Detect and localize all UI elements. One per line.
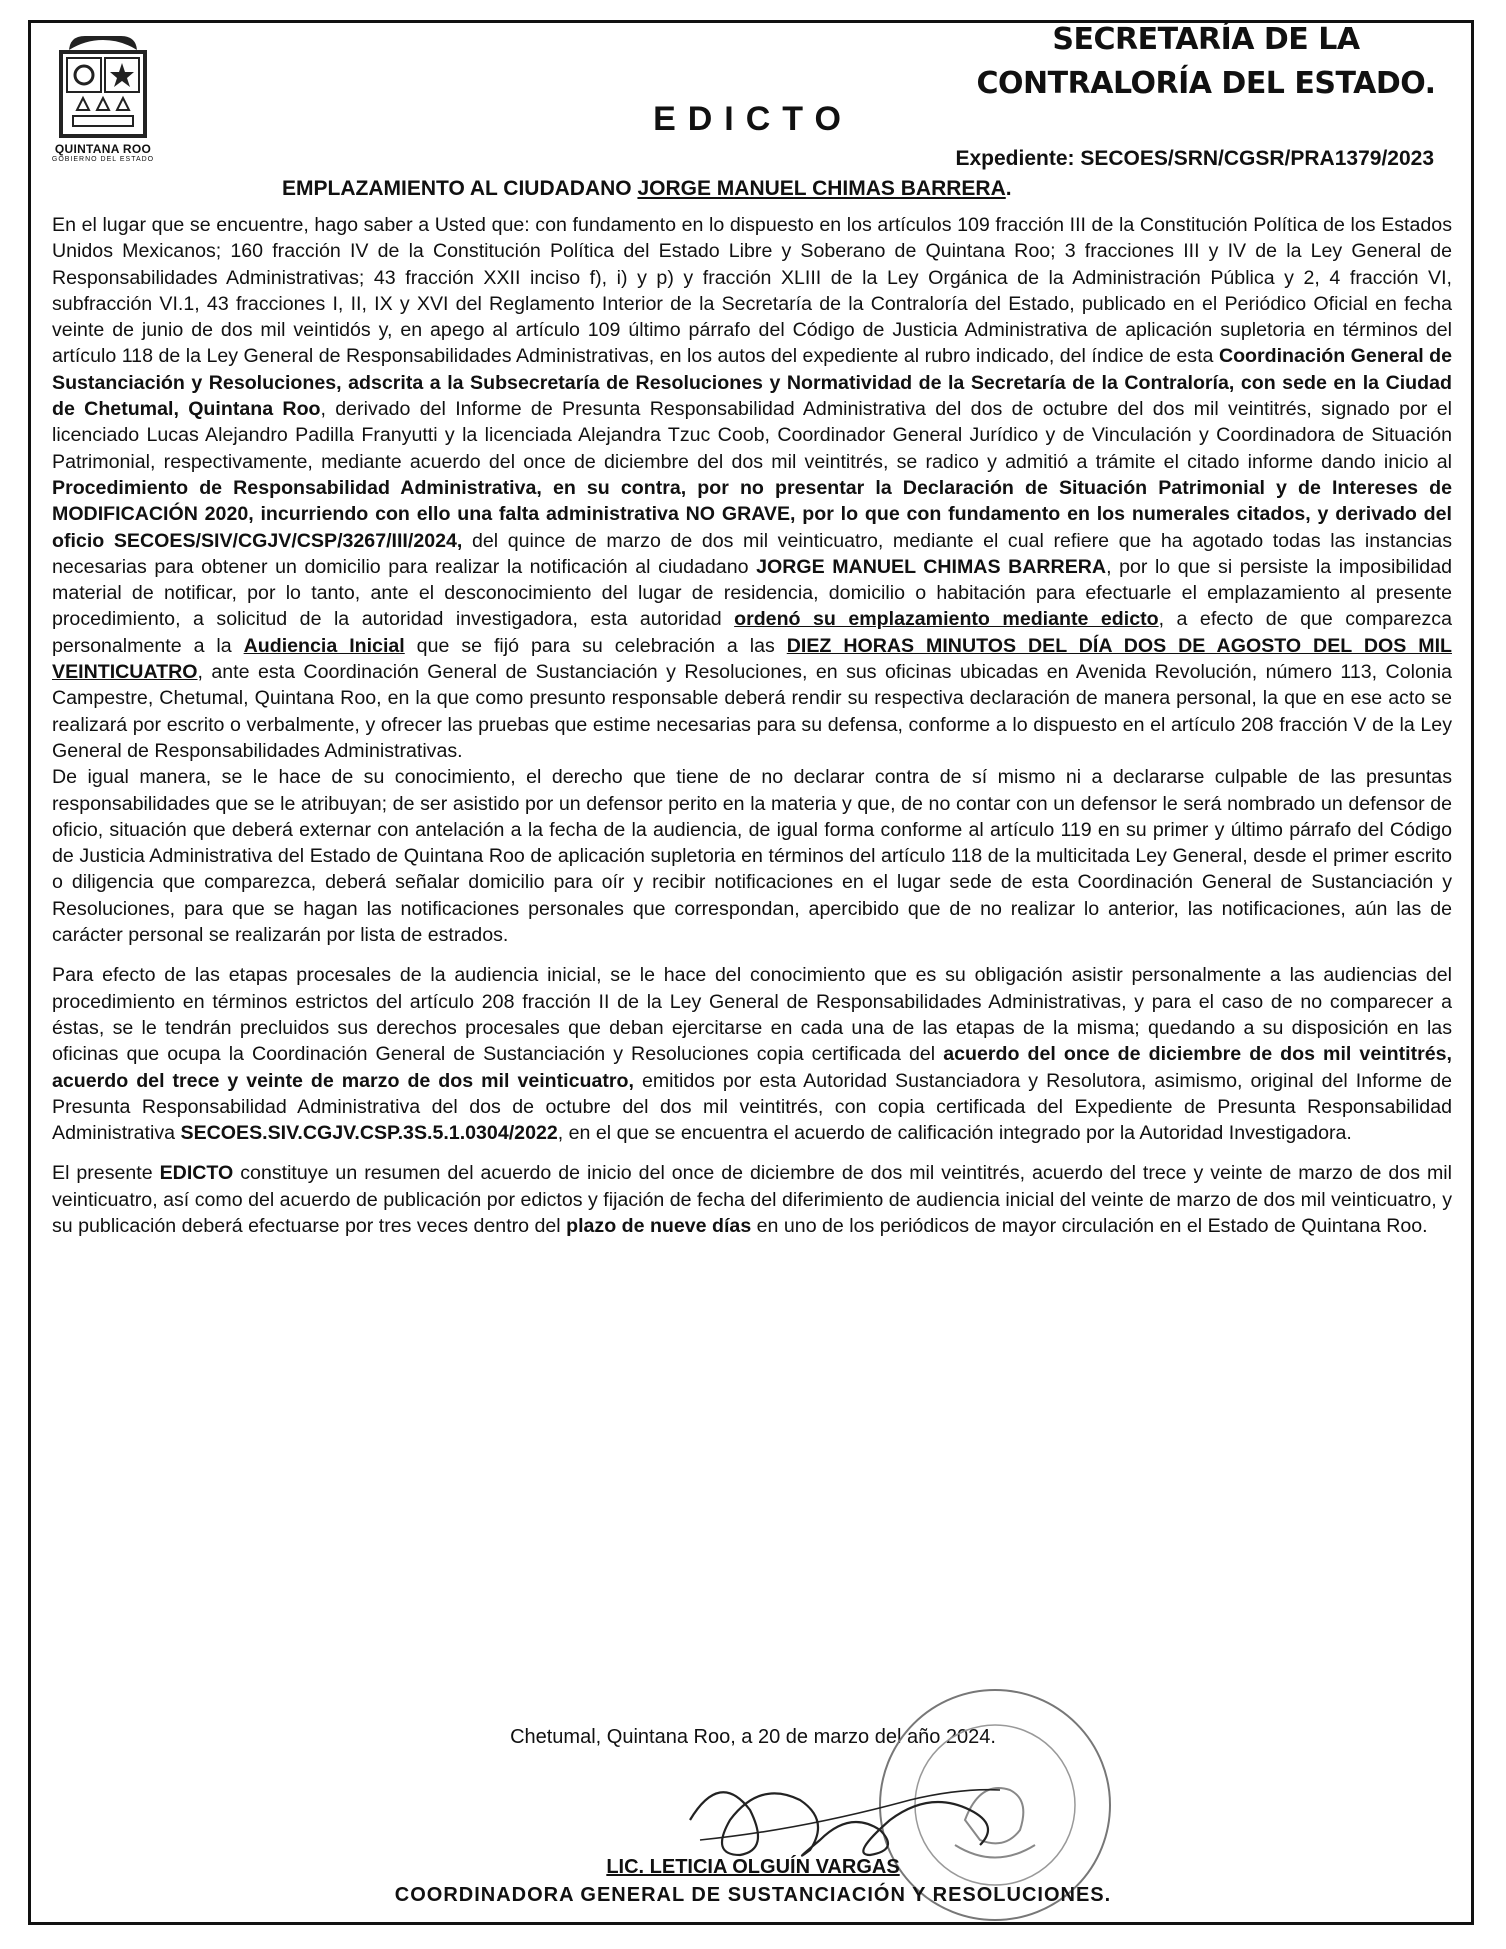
logo-name: QUINTANA ROO (54, 142, 152, 156)
p1-text-5: , a efecto de que comparezca personalmente a la (52, 608, 1452, 657)
paragraph-4 (52, 1160, 1452, 1239)
department-line-2: CONTRALORÍA DEL ESTADO. (976, 66, 1436, 101)
emplazamiento-name: JORGE MANUEL CHIMAS BARRERA (637, 177, 1006, 200)
emplazamiento-prefix: EMPLAZAMIENTO AL CIUDADANO (282, 177, 638, 200)
p1-text-6: que se fijó para su celebración a las (404, 634, 787, 657)
emplazamiento-heading (282, 177, 1012, 201)
paragraph-1 (52, 212, 1452, 764)
document-body (52, 212, 1452, 1239)
p1-bold-1: Coordinación General de Sustanciación y Resoluciones, adscrita a la Subsecretaría de Resoluciones y Normatividad de la Secretaría de la Contraloría, con sede en la Ciudad de Chetumal, Quintana Roo (52, 345, 1452, 421)
p4-bold-2: plazo de nueve días (566, 1214, 752, 1237)
logo-subtitle: GOBIERNO DEL ESTADO (51, 156, 155, 163)
document-title: EDICTO (653, 100, 853, 138)
signer-name-text: LIC. LETICIA OLGUÍN VARGAS (606, 1856, 900, 1878)
p3-text-3: , en el que se encuentra el acuerdo de calificación integrado por la Autoridad Investigadora. (557, 1122, 1352, 1145)
p2-text-1: De igual manera, se le hace de su conocimiento, el derecho que tiene de no declarar contra de sí mismo ni a declararse culpable de las presuntas responsabilidades que se le atribuyan; de ser asistido por un defensor perito en la materia y que, de no contar con un defensor le será nombrado un defensor de oficio, situación que deberá externar con antelación a la fecha de la audiencia, de igual forma conforme al artículo 119 en su primer y último párrafo del Código de Justicia Administrativa del Estado de Quintana Roo de aplicación supletoria en términos del artículo 118 de la multicitada Ley General, desde el primer escrito o diligencia que comparezca, deberá señalar domicilio para oír y recibir notificaciones en el lugar sede de esta Coordinación General de Sustanciación y Resoluciones, para que se hagan las notificaciones personales que correspondan, apercibido que de no realizar lo anterior, las notificaciones, aún las de carácter personal se realizarán por lista de estrados. (52, 766, 1452, 947)
signer-name (0, 1856, 1506, 1879)
signer-title: COORDINADORA GENERAL DE SUSTANCIACIÓN Y RESOLUCIONES. (394, 1884, 1112, 1906)
p1-text-2: , derivado del Informe de Presunta Responsabilidad Administrativa del dos de octubre del dos mil veintitrés, signado por el licenciado Lucas Alejandro Padilla Franyutti y la licenciada Alejandra Tzuc Coob, Coordinador General Jurídico y de Vinculación y Coordinadora de Situación Patrimonial, respectivamente, mediante acuerdo del once de diciembre del dos mil veintitrés, se radico y admitió a trámite el citado informe dando inicio al (52, 398, 1452, 473)
paragraph-3 (52, 962, 1452, 1146)
p1-bold-3: JORGE MANUEL CHIMAS BARRERA (756, 555, 1107, 578)
department-line-1: SECRETARÍA DE LA (1052, 22, 1360, 57)
p3-text-1: Para efecto de las etapas procesales de la audiencia inicial, se le hace del conocimiento que es su obligación asistir personalmente a las audiencias del procedimiento en términos estrictos del artículo 208 fracción II de la Ley General de Responsabilidades Administrativas, y para el caso de no comparecer a éstas, se le tendrán precluidos sus derechos procesales que deban ejercitarse en cada una de las etapas de la misma; quedando a su disposición en las oficinas que ocupa la Coordinación General de Sustanciación y Resoluciones copia certificada del (52, 964, 1452, 1066)
p3-bold-2: SECOES.SIV.CGJV.CSP.3S.5.1.0304/2022 (180, 1122, 558, 1145)
p4-text-1: El presente (52, 1162, 160, 1185)
paragraph-2 (52, 764, 1452, 948)
emplazamiento-suffix: . (1005, 177, 1012, 200)
place-and-date: Chetumal, Quintana Roo, a 20 de marzo del año 2024. (510, 1726, 996, 1748)
department-heading (966, 18, 1446, 106)
p4-text-2: constituye un resumen del acuerdo de inicio del once de diciembre de dos mil veintitrés, acuerdo del trece y veinte de marzo de dos mil veinticuatro, así como del acuerdo de publicación por edictos y fijación de fecha del diferimiento de audiencia inicial del veinte de marzo de dos mil veinticuatro, y su publicación deberá efectuarse por tres veces dentro del (52, 1162, 1452, 1237)
p1-bold-underline-2: Audiencia Inicial (243, 634, 405, 657)
p3-text-2: emitidos por esta Autoridad Sustanciadora y Resolutora, asimismo, original del Informe de Presunta Responsabilidad Administrativa del dos de octubre del dos mil veintitrés, con copia certificada del Expediente de Presunta Responsabilidad Administrativa (52, 1069, 1452, 1145)
p1-text-3: del quince de marzo de dos mil veinticuatro, mediante el cual refiere que ha agotado todas las instancias necesarias para obtener un domicilio para realizar la notificación al ciudadano (52, 529, 1453, 578)
p4-bold-1: EDICTO (159, 1162, 234, 1185)
p4-text-3: en uno de los periódicos de mayor circulación en el Estado de Quintana Roo. (751, 1214, 1428, 1237)
p1-bold-underline-3: DIEZ HORAS MINUTOS DEL DÍA DOS DE AGOSTO DEL DOS MIL VEINTICUATRO (52, 634, 1452, 684)
p1-bold-underline-1: ordenó su emplazamiento mediante edicto (734, 608, 1159, 631)
p1-text-1: En el lugar que se encuentre, hago saber a Usted que: con fundamento en lo dispuesto en los artículos 109 fracción III de la Constitución Política de los Estados Unidos Mexicanos; 160 fracción IV de la Constitución Política del Estado Libre y Soberano de Quintana Roo; 3 fracciones III y IV de la Ley General de Responsabilidades Administrativas; 43 fracción XXII inciso f), i) y p) y fracción XLIII de la Ley Orgánica de la Administración Pública y 2, 4 fracción VI, subfracción VI.1, 43 fracciones I, II, IX y XVI del Reglamento Interior de la Secretaría de la Contraloría del Estado, publicado en el Periódico Oficial en fecha veinte de junio de dos mil veintidós y, en apego al artículo 109 último párrafo del Código de Justicia Administrativa de aplicación supletoria en términos del artículo 118 de la Ley General de Responsabilidades Administrativas, en los autos del expediente al rubro indicado, del índice de esta (52, 214, 1452, 368)
p1-bold-2: Procedimiento de Responsabilidad Administrativa, en su contra, por no presentar la Declaración de Situación Patrimonial y de Intereses de MODIFICACIÓN 2020, incurriendo con ello una falta administrativa NO GRAVE, por lo que con fundamento en los numerales citados, y derivado del oficio SECOES/SIV/CGJV/CSP/3267/III/2024, (52, 476, 1452, 552)
expediente-number: Expediente: SECOES/SRN/CGSR/PRA1379/2023 (955, 147, 1434, 170)
handwritten-signature-icon (680, 1760, 1010, 1870)
p1-text-4: , por lo que si persiste la imposibilidad material de notificar, por lo tanto, ante el desconocimiento del lugar de residencia, domicilio o habitación para efectuarle el emplazamiento al presente procedimiento, a solicitud de la autoridad investigadora, esta autoridad (52, 555, 1452, 631)
p1-text-7: , ante esta Coordinación General de Sustanciación y Resoluciones, en sus oficinas ubicadas en Avenida Revolución, número 113, Colonia Campestre, Chetumal, Quintana Roo, en la que como presunto responsable deberá rendir su respectiva declaración de manera personal, la que en ese acto se realizará por escrito o verbalmente, y ofrecer las pruebas que estime necesarias para su defensa, conforme a lo dispuesto en el artículo 208 fracción V de la Ley General de Responsabilidades Administrativas. (52, 661, 1452, 762)
p3-bold-1: acuerdo del once de diciembre de dos mil veintitrés, acuerdo del trece y veinte de marzo de dos mil veinticuatro, (52, 1043, 1452, 1092)
state-logo (44, 30, 162, 163)
